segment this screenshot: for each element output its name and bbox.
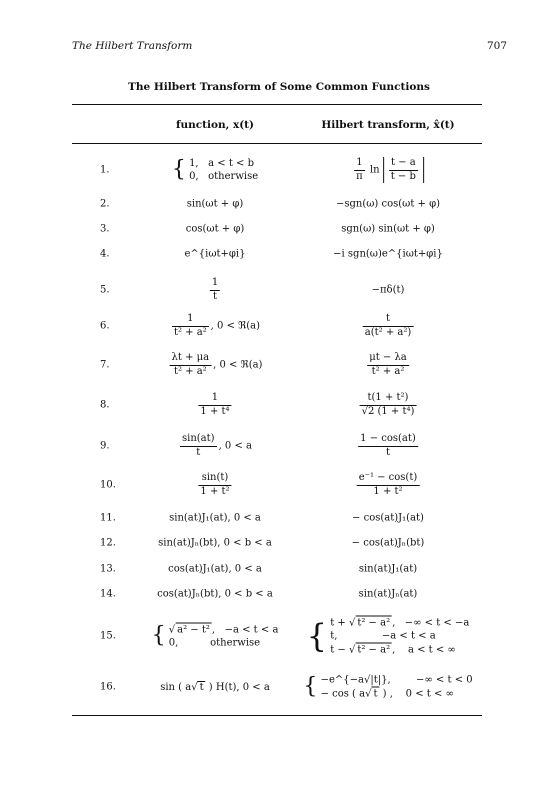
denominator: 1 + t² bbox=[373, 485, 403, 497]
piecewise-function bbox=[189, 157, 258, 183]
table-top-rule bbox=[72, 104, 482, 105]
fraction bbox=[210, 277, 220, 303]
numerator: μt − λa bbox=[367, 352, 409, 366]
transform-cell bbox=[365, 352, 411, 378]
denominator: a(t² + a²) bbox=[364, 326, 412, 338]
row-number: 16. bbox=[100, 681, 116, 693]
table-row bbox=[72, 192, 482, 216]
piecewise-case: 1, a < t < b bbox=[189, 158, 254, 169]
numerator: 1 bbox=[198, 392, 231, 406]
denominator: t² + a² bbox=[173, 365, 207, 377]
row-number: 11. bbox=[100, 512, 116, 524]
function-cell bbox=[208, 277, 222, 303]
condition: , 0 < ℜ(a) bbox=[213, 359, 263, 371]
piecewise-case: 0, otherwise bbox=[189, 171, 259, 182]
numerator: λt + μa bbox=[170, 352, 212, 366]
fraction bbox=[357, 472, 420, 498]
table-row bbox=[72, 531, 482, 555]
case-condition: , −a < t < a bbox=[211, 624, 279, 636]
table-row bbox=[72, 308, 482, 344]
row-number: 6. bbox=[100, 320, 110, 332]
piecewise-case: √ a² − t² , −a < t < a bbox=[168, 624, 279, 636]
fraction bbox=[367, 352, 409, 378]
function-cell bbox=[152, 623, 279, 650]
function-cell bbox=[178, 433, 252, 459]
row-number: 14. bbox=[100, 588, 116, 600]
denominator: t bbox=[196, 446, 201, 458]
function-cell bbox=[196, 392, 233, 418]
transform-cell: sin(at)Jₙ(at) bbox=[358, 588, 418, 600]
denominator: t − b bbox=[390, 170, 416, 182]
absolute-value bbox=[383, 157, 424, 183]
denominator: π bbox=[356, 170, 363, 182]
transform-cell: − cos(at)Jₙ(bt) bbox=[351, 537, 425, 549]
fraction bbox=[389, 157, 418, 183]
page-number: 707 bbox=[486, 40, 507, 52]
fraction bbox=[363, 313, 414, 339]
piecewise-case: t, −a < t < a bbox=[330, 630, 436, 642]
row-number: 15. bbox=[100, 630, 116, 642]
denominator: 1 + t⁴ bbox=[200, 405, 230, 417]
table-header-rule bbox=[72, 143, 482, 144]
table-row bbox=[72, 217, 482, 241]
row-number: 8. bbox=[100, 399, 110, 411]
table-row bbox=[72, 666, 482, 708]
case-prefix: − cos ( a bbox=[320, 688, 366, 700]
row-number: 7. bbox=[100, 359, 110, 371]
function-cell bbox=[196, 472, 233, 498]
sqrt-radicand: t bbox=[373, 688, 378, 700]
expr-prefix: sin ( a bbox=[160, 682, 192, 693]
expr-suffix: ) H(t), 0 < a bbox=[205, 682, 270, 693]
piecewise-case: −e^{−a√|t|}, −∞ < t < 0 bbox=[320, 674, 473, 686]
piecewise-function bbox=[330, 616, 469, 657]
table-row bbox=[72, 386, 482, 424]
function-cell bbox=[172, 157, 258, 183]
fraction bbox=[354, 157, 365, 183]
left-brace: { bbox=[151, 623, 166, 648]
sqrt-radicand: a² − t² bbox=[177, 624, 210, 636]
sqrt-radicand: t bbox=[199, 682, 204, 693]
denominator: √2 (1 + t⁴) bbox=[361, 405, 415, 417]
row-number: 5. bbox=[100, 284, 110, 296]
table-bottom-rule bbox=[72, 715, 482, 716]
numerator: e⁻¹ − cos(t) bbox=[357, 472, 420, 486]
table-row bbox=[72, 506, 482, 530]
numerator: t bbox=[363, 313, 414, 327]
running-head-title: The Hilbert Transform bbox=[72, 40, 193, 52]
numerator: 1 bbox=[172, 313, 209, 327]
left-brace: { bbox=[303, 674, 318, 699]
denominator: t² + a² bbox=[173, 326, 207, 338]
function-cell: sin(at)Jₙ(bt), 0 < b < a bbox=[158, 537, 272, 549]
case-condition: ) , 0 < t < ∞ bbox=[379, 688, 454, 700]
case-prefix: t + bbox=[330, 617, 349, 629]
row-number: 1. bbox=[100, 164, 110, 176]
case-condition: , a < t < ∞ bbox=[392, 644, 456, 656]
row-number: 4. bbox=[100, 248, 110, 260]
table-row bbox=[72, 557, 482, 581]
transform-cell bbox=[303, 674, 472, 701]
numerator: 1 − cos(at) bbox=[358, 433, 418, 447]
fraction bbox=[358, 433, 418, 459]
numerator: t(1 + t²) bbox=[360, 392, 417, 406]
table-row bbox=[72, 427, 482, 465]
transform-cell bbox=[307, 616, 470, 657]
function-cell: cos(at)J₁(at), 0 < a bbox=[168, 563, 262, 575]
ln-label: ln bbox=[369, 164, 380, 176]
function-cell: cos(ωt + φ) bbox=[185, 223, 245, 235]
fraction bbox=[198, 392, 231, 418]
fraction bbox=[170, 352, 212, 378]
function-cell bbox=[168, 352, 263, 378]
piecewise-case: t − √ t² − a² , a < t < ∞ bbox=[330, 644, 456, 656]
denominator: t² + a² bbox=[371, 365, 405, 377]
numerator: 1 bbox=[210, 277, 220, 291]
table-row bbox=[72, 347, 482, 383]
transform-cell bbox=[352, 157, 424, 183]
function-cell: sin ( a√ t ) H(t), 0 < a bbox=[160, 682, 270, 693]
transform-cell bbox=[361, 313, 416, 339]
denominator: 1 + t² bbox=[200, 485, 230, 497]
piecewise-case: 0, otherwise bbox=[168, 637, 261, 649]
case-prefix: t − bbox=[330, 644, 349, 656]
left-brace: { bbox=[171, 157, 186, 182]
condition: , 0 < ℜ(a) bbox=[210, 320, 261, 332]
row-number: 2. bbox=[100, 198, 110, 210]
case-condition: , −∞ < t < −a bbox=[392, 617, 470, 629]
transform-cell: sgn(ω) sin(ωt + φ) bbox=[341, 223, 435, 235]
sqrt-radicand: t² − a² bbox=[357, 617, 391, 629]
numerator: sin(t) bbox=[198, 472, 231, 486]
fraction bbox=[172, 313, 209, 339]
function-cell: cos(at)Jₙ(bt), 0 < b < a bbox=[157, 588, 273, 600]
transform-cell: −sgn(ω) cos(ωt + φ) bbox=[336, 198, 440, 210]
row-number: 9. bbox=[100, 440, 110, 452]
column-header-hilbert-transform: Hilbert transform, x̂(t) bbox=[321, 119, 455, 131]
table-row bbox=[72, 272, 482, 308]
column-header-function: function, x(t) bbox=[175, 119, 255, 131]
row-number: 12. bbox=[100, 537, 116, 549]
row-number: 3. bbox=[100, 223, 110, 235]
numerator: t − a bbox=[389, 157, 418, 171]
sqrt-radicand: t² − a² bbox=[357, 644, 391, 656]
table-title: The Hilbert Transform of Some Common Functions bbox=[128, 81, 430, 93]
table-row bbox=[72, 150, 482, 190]
transform-cell: −πδ(t) bbox=[371, 284, 405, 296]
transform-cell: − cos(at)J₁(at) bbox=[352, 512, 424, 524]
transform-cell: sin(at)J₁(at) bbox=[358, 563, 418, 575]
piecewise-function bbox=[321, 674, 473, 701]
table-row bbox=[72, 610, 482, 662]
left-brace: { bbox=[306, 617, 328, 655]
transform-cell bbox=[356, 433, 420, 459]
piecewise-case: t + √ t² − a² , −∞ < t < −a bbox=[330, 617, 470, 629]
table-row bbox=[72, 466, 482, 504]
numerator: 1 bbox=[354, 157, 365, 171]
transform-cell bbox=[355, 472, 422, 498]
condition: , 0 < a bbox=[218, 440, 252, 452]
transform-cell bbox=[358, 392, 419, 418]
piecewise-case: − cos ( a√ t ) , 0 < t < ∞ bbox=[320, 688, 454, 700]
numerator: sin(at) bbox=[180, 433, 217, 447]
row-number: 13. bbox=[100, 563, 116, 575]
table-row bbox=[72, 582, 482, 606]
function-cell: sin(ωt + φ) bbox=[186, 198, 244, 210]
row-number: 10. bbox=[100, 479, 116, 491]
denominator: t bbox=[212, 290, 218, 302]
denominator: t bbox=[385, 446, 391, 458]
fraction bbox=[180, 433, 217, 459]
fraction bbox=[360, 392, 417, 418]
function-cell: e^{iωt+φi} bbox=[184, 248, 246, 260]
table-row bbox=[72, 242, 482, 266]
function-cell bbox=[170, 313, 260, 339]
function-cell: sin(at)J₁(at), 0 < a bbox=[169, 512, 261, 524]
piecewise-function bbox=[169, 623, 279, 650]
transform-cell: −i sgn(ω)e^{iωt+φi} bbox=[333, 248, 443, 260]
fraction bbox=[198, 472, 231, 498]
